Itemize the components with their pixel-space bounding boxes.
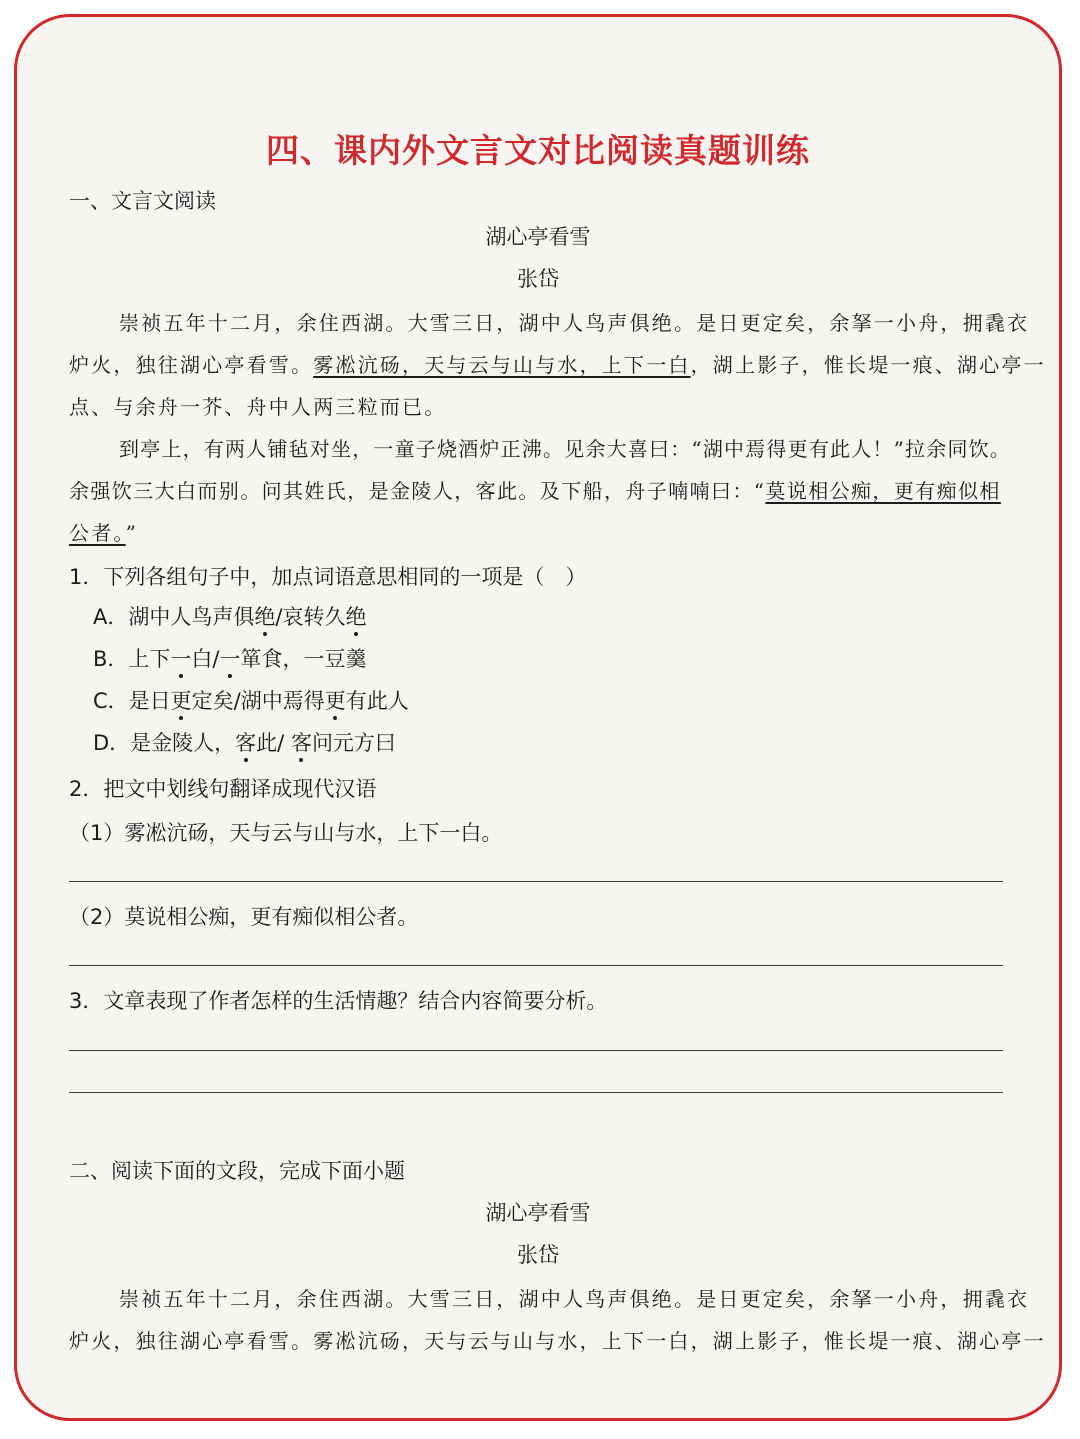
q1-b-dotted-1: 一 <box>170 647 192 671</box>
para1-line2-text-end: ，湖上影子，惟长堤一痕、湖心亭一 <box>690 353 1046 377</box>
q1-a-mid: /哀转久 <box>275 605 346 629</box>
q1-a-dotted-1: 绝 <box>254 605 276 629</box>
q2-sub2: （2）莫说相公痴，更有痴似相公者。 <box>69 905 419 929</box>
section1-author: 张岱 <box>517 267 559 291</box>
q1-b-pre: B．上下 <box>93 647 171 671</box>
q1-b-post: 箪食，一豆羹 <box>240 647 367 671</box>
q1-d-mid: 此/ <box>256 731 291 755</box>
q1-c-dotted-2: 更 <box>324 689 346 713</box>
underlined-sentence-2-end: 公者。 <box>69 521 126 545</box>
q2-answer-line-2[interactable] <box>69 965 1003 966</box>
section2-line2: 炉火，独往湖心亭看雪。雾凇沆砀，天与云与山与水，上下一白，湖上影子，惟长堤一痕、湖心亭一 <box>69 1329 1046 1353</box>
q3-answer-line-1[interactable] <box>69 1050 1003 1051</box>
q1-c-mid: 定矣/湖中焉得 <box>191 689 325 713</box>
q1-b-dotted-2: 一 <box>219 647 241 671</box>
section2-poem-title: 湖心亭看雪 <box>485 1201 591 1225</box>
page-title: 四、课内外文言文对比阅读真题训练 <box>266 131 810 170</box>
q2-answer-line-1[interactable] <box>69 881 1003 882</box>
closing-quote: ” <box>125 521 139 545</box>
q1-a-dotted-2: 绝 <box>345 605 367 629</box>
q1-c-post: 有此人 <box>345 689 409 713</box>
q1-a-pre: A．湖中人鸟声俱 <box>93 605 255 629</box>
q1-stem: 1．下列各组句子中，加点词语意思相同的一项是（ ） <box>69 565 587 589</box>
q1-d-dotted-1: 客 <box>235 731 257 755</box>
section1-poem-title: 湖心亭看雪 <box>485 225 591 249</box>
para1-line2 <box>69 349 1046 378</box>
section2-author: 张岱 <box>517 1243 559 1267</box>
page-frame <box>14 14 1062 1421</box>
para2-line2-text: 余强饮三大白而别。问其姓氏，是金陵人，客此。及下船，舟子喃喃曰：“ <box>69 479 766 503</box>
q1-d-post: 问元方曰 <box>311 731 396 755</box>
section1-heading: 一、文言文阅读 <box>69 189 216 213</box>
underlined-sentence-1: 雾凇沆砀，天与云与山与水，上下一白 <box>313 353 691 377</box>
para2-line3 <box>69 517 138 546</box>
q1-option-a <box>93 601 366 631</box>
para1-line2-text: 炉火，独往湖心亭看雪。 <box>69 353 314 377</box>
q1-d-dotted-2: 客 <box>290 731 312 755</box>
q3-stem: 3．文章表现了作者怎样的生活情趣？结合内容简要分析。 <box>69 989 608 1013</box>
q3-answer-line-2[interactable] <box>69 1092 1003 1093</box>
q1-option-d <box>93 727 396 757</box>
q1-c-dotted-1: 更 <box>170 689 192 713</box>
para1-line1: 崇祯五年十二月，余住西湖。大雪三日，湖中人鸟声俱绝。是日更定矣，余拏一小舟，拥毳衣 <box>119 311 1030 335</box>
q1-b-mid: 白/ <box>191 647 220 671</box>
q1-option-b <box>93 643 367 673</box>
para1-line3: 点、与余舟一芥、舟中人两三粒而已。 <box>69 395 447 419</box>
para2-line2 <box>69 475 1001 504</box>
q1-c-pre: C．是日 <box>93 689 171 713</box>
section2-line1: 崇祯五年十二月，余住西湖。大雪三日，湖中人鸟声俱绝。是日更定矣，余拏一小舟，拥毳衣 <box>119 1287 1030 1311</box>
underlined-sentence-2: 莫说相公痴，更有痴似相 <box>765 479 1001 503</box>
para2-line1: 到亭上，有两人铺毡对坐，一童子烧酒炉正沸。见余大喜曰：“湖中焉得更有此人！”拉余同饮。 <box>119 437 1012 461</box>
section2-heading: 二、阅读下面的文段，完成下面小题 <box>69 1159 405 1183</box>
q2-stem: 2．把文中划线句翻译成现代汉语 <box>69 777 377 801</box>
q1-d-pre: D．是金陵人， <box>93 731 236 755</box>
q2-sub1: （1）雾凇沆砀，天与云与山与水，上下一白。 <box>69 821 503 845</box>
q1-option-c <box>93 685 409 715</box>
